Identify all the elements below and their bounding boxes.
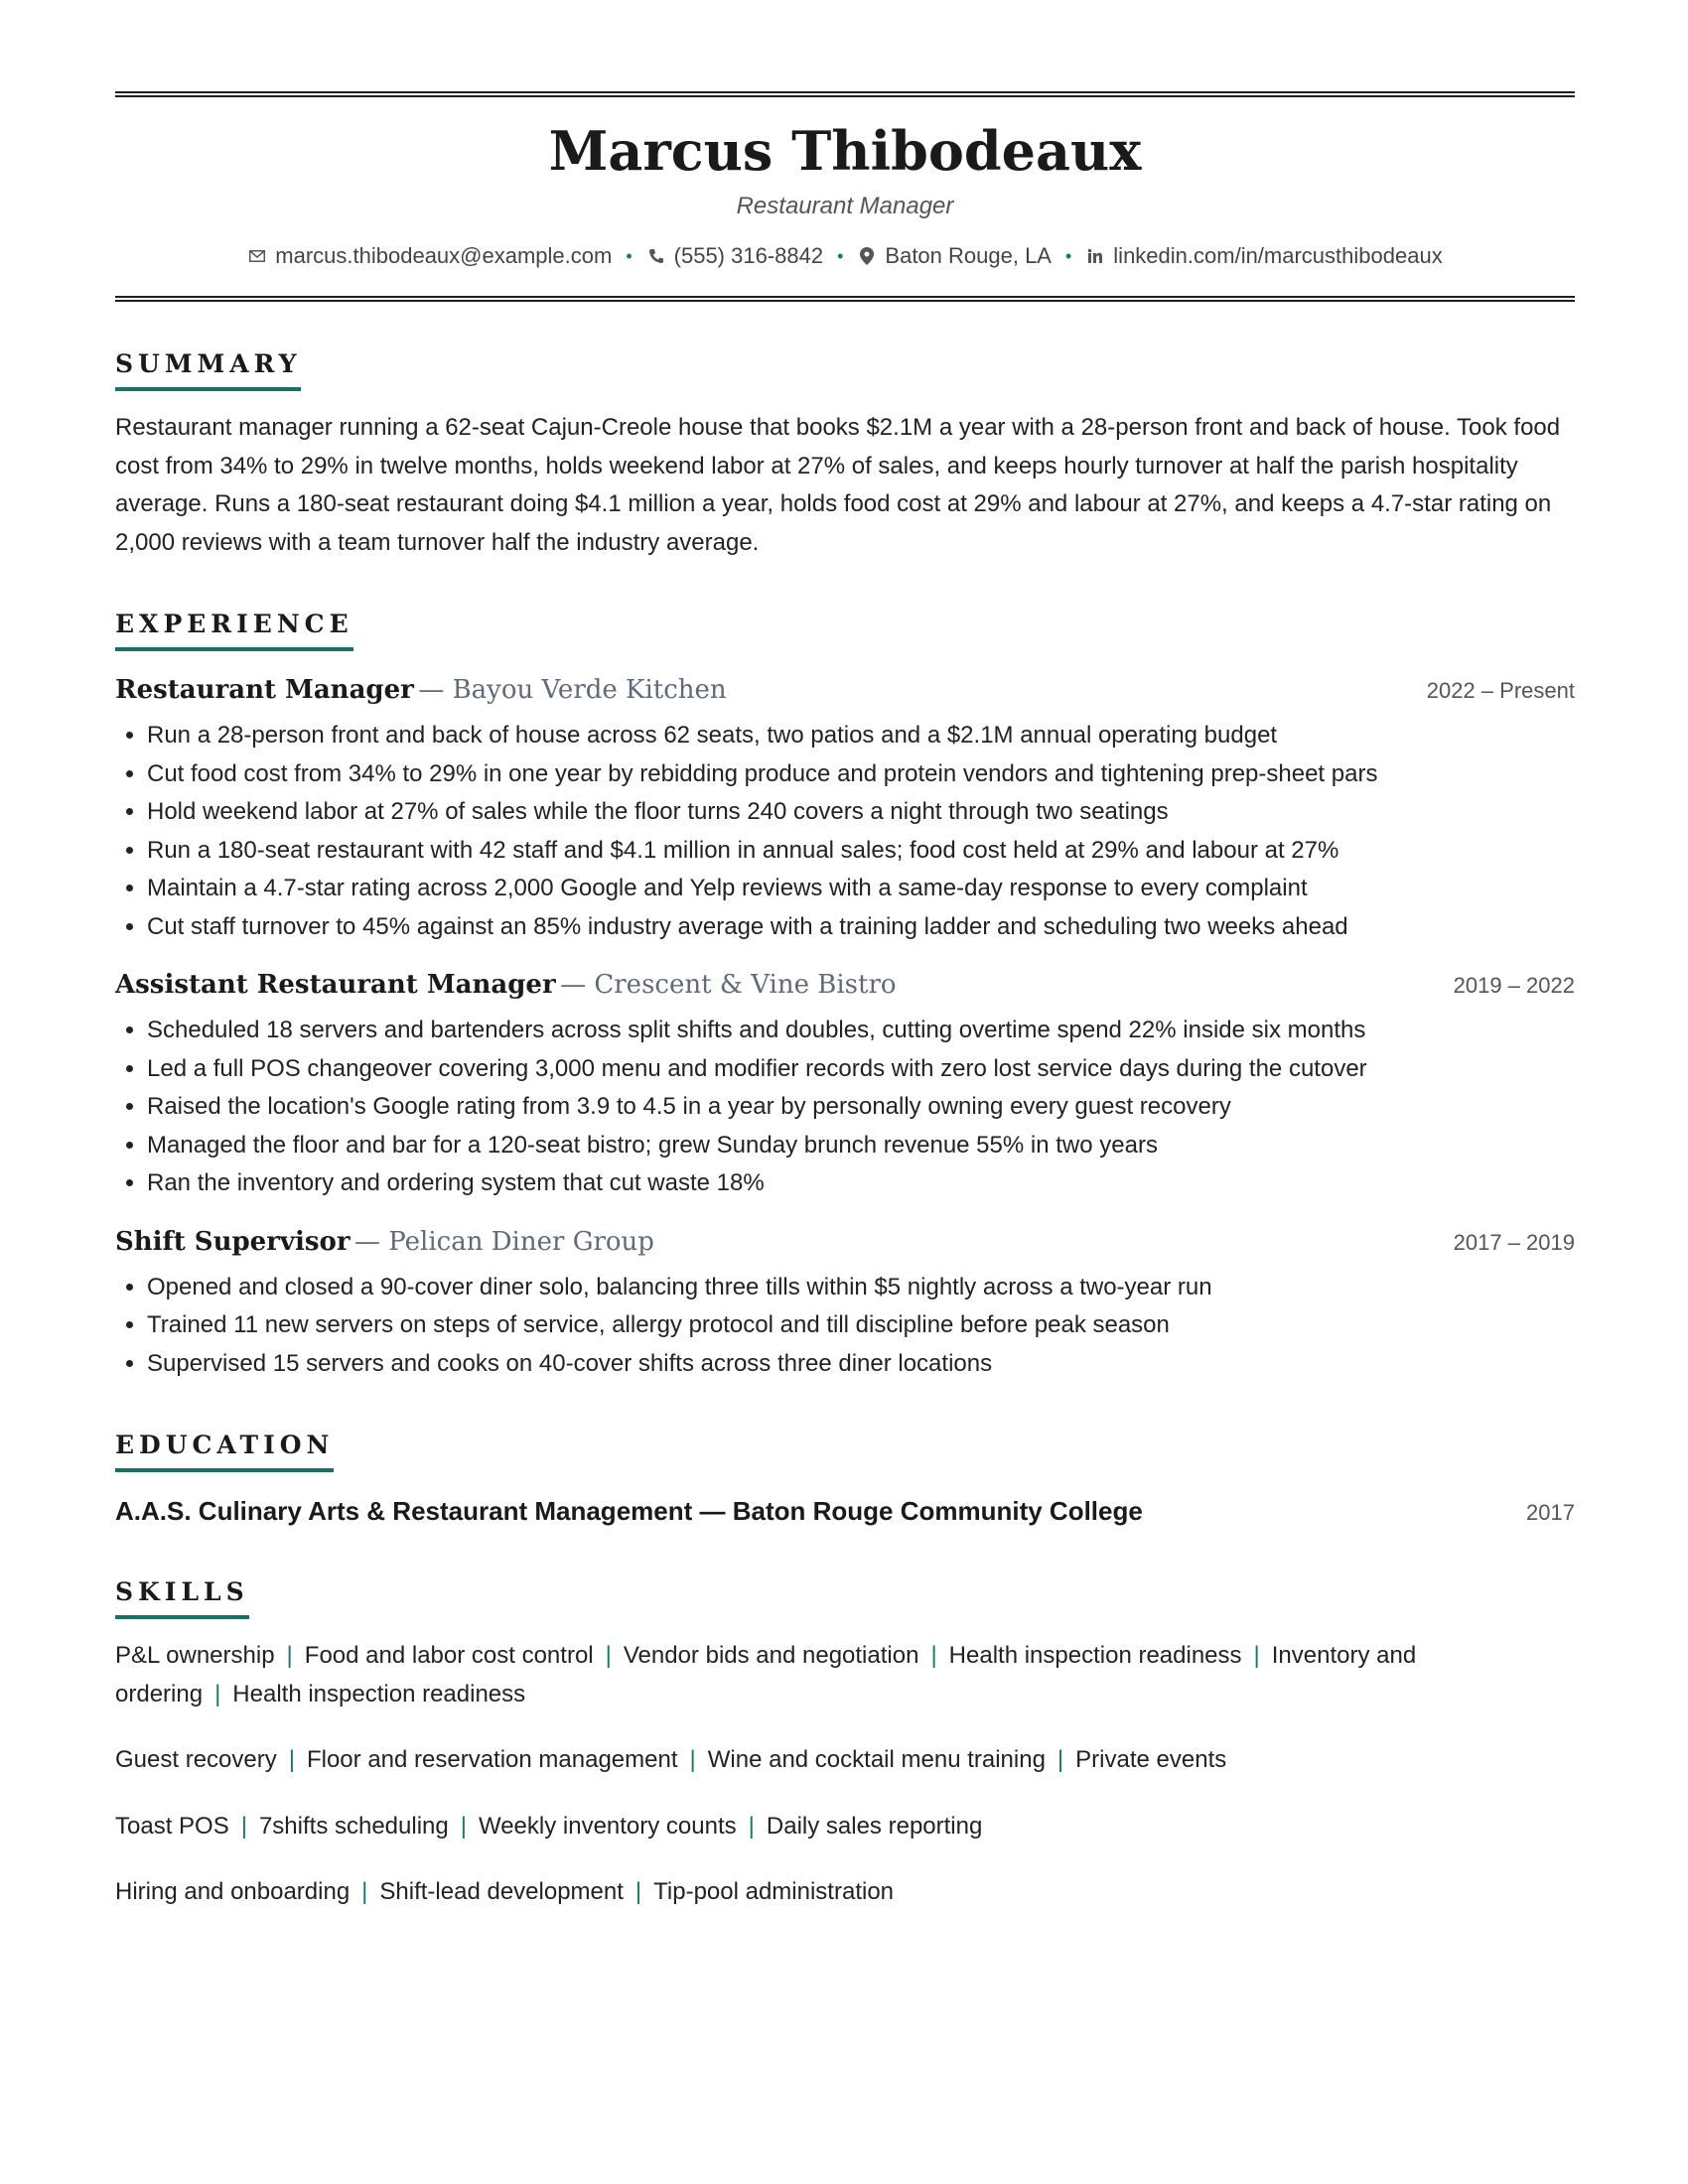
skill-item: Health inspection readiness — [948, 1642, 1242, 1669]
education-year: 2017 — [1526, 1500, 1575, 1525]
resume-page — [115, 91, 1575, 1912]
job-bullet: • Cut staff turnover to 45% against an 85% industry average with a training ladder and scheduling two weeks ahead — [147, 908, 1575, 947]
contact-location — [857, 242, 1052, 270]
job-bullet: • Supervised 15 servers and cooks on 40-cover shifts across three diner locations — [147, 1345, 1575, 1384]
skill-separator: | — [240, 1812, 247, 1840]
job-role: Shift Supervisor — [115, 1226, 351, 1257]
job-bullet: • Maintain a 4.7-star rating across 2,000 Google and Yelp reviews with a same-day response to every complaint — [147, 870, 1575, 908]
job-bullet: • Trained 11 new servers on steps of service, allergy protocol and till discipline before peak season — [147, 1306, 1575, 1345]
skills-group — [115, 1873, 1575, 1912]
job-header — [115, 968, 1575, 1006]
skills-list — [115, 1637, 1575, 1912]
skills-group — [115, 1808, 1575, 1846]
job-header — [115, 1225, 1575, 1263]
skill-item: Floor and reservation management — [306, 1746, 678, 1773]
job-dates: 2017 – 2019 — [1453, 1229, 1575, 1255]
location-pin-icon — [857, 246, 877, 266]
contact-line — [115, 242, 1575, 270]
skill-item: Health inspection readiness — [232, 1680, 526, 1707]
skill-separator: | — [460, 1812, 467, 1840]
skill-separator: | — [361, 1878, 368, 1905]
skill-item: P&L ownership — [115, 1642, 275, 1669]
skill-separator: | — [1056, 1746, 1064, 1773]
contact-separator: • — [1064, 246, 1072, 266]
skill-separator: | — [286, 1642, 293, 1669]
contact-location-text: Baton Rouge, LA — [885, 243, 1052, 268]
contact-separator: • — [626, 246, 633, 266]
job-bullet: • Scheduled 18 servers and bartenders across split shifts and doubles, cutting overtime spend 22% inside six months — [147, 1012, 1575, 1050]
header-bottom-rule — [115, 296, 1575, 302]
contact-linkedin-text: linkedin.com/in/marcusthibodeaux — [1113, 243, 1443, 268]
job-bullet: • Opened and closed a 90-cover diner solo, balancing three tills within $5 nightly across a two-year run — [147, 1269, 1575, 1307]
skill-item: Wine and cocktail menu training — [707, 1746, 1046, 1773]
contact-email[interactable] — [247, 242, 612, 270]
section-heading: EXPERIENCE — [115, 610, 353, 651]
contact-linkedin[interactable] — [1085, 242, 1442, 270]
summary-text: Restaurant manager running a 62-seat Cajun-Creole house that books $2.1M a year with a 28-person front and back of house. Took food cost from 34% to 29% in twelve months, holds weekend labor at 27% of sales, and keeps hourly turnover at half the parish hospitality average. Runs a 180-seat restaurant doing $4.1 million a year, holds food cost at 29% and labour at 27%, and keeps a 4.7-star rating on 2,000 reviews with a team turnover half the industry average. — [115, 414, 1561, 556]
job-org: — Pelican Diner Group — [354, 1226, 654, 1257]
job-entry — [115, 968, 1575, 1203]
job-bullets — [115, 717, 1575, 946]
skill-item: Daily sales reporting — [766, 1812, 983, 1840]
skill-item: Guest recovery — [115, 1746, 277, 1773]
candidate-title: Restaurant Manager — [736, 193, 954, 219]
skill-separator: | — [288, 1746, 295, 1773]
skill-separator: | — [689, 1746, 696, 1773]
skill-item: Weekly inventory counts — [478, 1812, 737, 1840]
job-role: Assistant Restaurant Manager — [115, 970, 556, 1000]
skill-separator: | — [1253, 1642, 1260, 1669]
job-entry — [115, 1225, 1575, 1384]
job-entry — [115, 673, 1575, 946]
job-header — [115, 673, 1575, 711]
skill-separator: | — [930, 1642, 937, 1669]
job-role: Restaurant Manager — [115, 675, 414, 705]
skill-separator: | — [634, 1878, 642, 1905]
skill-separator: | — [214, 1680, 221, 1707]
education-entry — [115, 1494, 1575, 1530]
skill-item: Inventory and ordering — [115, 1642, 1417, 1707]
job-org: — Crescent & Vine Bistro — [560, 970, 897, 1000]
skill-item: Shift-lead development — [379, 1878, 624, 1905]
education-section — [115, 1431, 1575, 1530]
skill-item: Food and labor cost control — [304, 1642, 594, 1669]
job-bullet: • Run a 180-seat restaurant with 42 staff and $4.1 million in annual sales; food cost held at 29% and labour at 27% — [147, 832, 1575, 871]
skill-separator: | — [605, 1642, 612, 1669]
job-bullet: • Hold weekend labor at 27% of sales while the floor turns 240 covers a night through two seatings — [147, 793, 1575, 832]
contact-separator: • — [837, 246, 844, 266]
section-heading: SUMMARY — [115, 349, 301, 391]
skills-section — [115, 1577, 1575, 1912]
contact-phone-text: (555) 316-8842 — [673, 243, 824, 268]
contact-email-text: marcus.thibodeaux@example.com — [275, 243, 613, 268]
skill-item: Toast POS — [115, 1812, 229, 1840]
mail-icon — [247, 246, 267, 266]
section-heading: SKILLS — [115, 1577, 249, 1619]
skills-group — [115, 1741, 1575, 1780]
education-degree: A.A.S. Culinary Arts & Restaurant Management — Baton Rouge Community College — [115, 1496, 1143, 1526]
job-bullet: • Managed the floor and bar for a 120-seat bistro; grew Sunday brunch revenue 55% in two years — [147, 1127, 1575, 1165]
skill-item: Private events — [1075, 1746, 1227, 1773]
skill-item: 7shifts scheduling — [258, 1812, 449, 1840]
job-dates: 2022 – Present — [1426, 678, 1575, 703]
job-org: — Bayou Verde Kitchen — [418, 675, 727, 705]
skill-item: Vendor bids and negotiation — [623, 1642, 919, 1669]
skill-separator: | — [748, 1812, 755, 1840]
job-bullets — [115, 1269, 1575, 1384]
job-bullet: • Led a full POS changeover covering 3,000 menu and modifier records with zero lost service days during the cutover — [147, 1050, 1575, 1089]
contact-phone[interactable] — [646, 242, 823, 270]
phone-icon — [646, 246, 666, 266]
header-top-rule — [115, 91, 1575, 97]
job-bullet: • Raised the location's Google rating from 3.9 to 4.5 in a year by personally owning every guest recovery — [147, 1088, 1575, 1127]
linkedin-icon — [1085, 246, 1105, 266]
job-dates: 2019 – 2022 — [1453, 973, 1575, 998]
job-bullet: • Cut food cost from 34% to 29% in one year by rebidding produce and protein vendors and tightening prep-sheet pars — [147, 755, 1575, 794]
job-bullets — [115, 1012, 1575, 1203]
experience-section — [115, 610, 1575, 1383]
summary-section — [115, 349, 1575, 562]
job-bullet: • Run a 28-person front and back of house across 62 seats, two patios and a $2.1M annual operating budget — [147, 717, 1575, 755]
job-bullet: • Ran the inventory and ordering system that cut waste 18% — [147, 1164, 1575, 1203]
skills-group — [115, 1637, 1575, 1713]
skill-item: Tip-pool administration — [653, 1878, 895, 1905]
candidate-name: Marcus Thibodeaux — [548, 119, 1142, 183]
section-heading: EDUCATION — [115, 1431, 334, 1472]
skill-item: Hiring and onboarding — [115, 1878, 351, 1905]
